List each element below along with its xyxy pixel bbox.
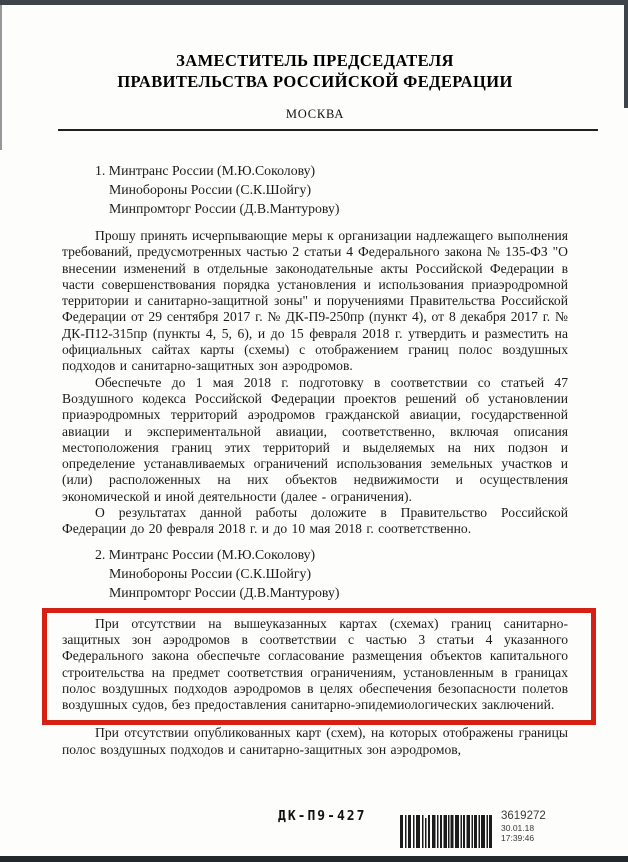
paragraph-report: О результатах данной работы доложите в Правительство Российской Федерации до 20 февраля 2018 г. и до 10 мая 2018 г. соответственно. (62, 505, 568, 537)
addressee-line: 1. Минтранс России (М.Ю.Соколову) (95, 163, 316, 178)
addressee-line: Минпромторг России (Д.В.Мантурову) (109, 584, 340, 600)
paragraph-truncated: При отсутствии опубликованных карт (схем), на которых отображены границы полос воздушных подходов и санитарно-защитных зон аэродромов, (62, 725, 568, 757)
stamp-date: 30.01.18 (501, 823, 535, 833)
stamp-time: 17:39:46 (501, 833, 535, 843)
addressee-line: Минпромторг России (Д.В.Мантурову) (109, 201, 340, 216)
letterhead-divider (58, 129, 598, 131)
highlighted-paragraph: При отсутствии на вышеуказанных картах (схемах) границ санитарно-защитных зон аэродромов в соответствии с частью 3 статьи 4 указанного Федерального закона обеспечьте согласование размещения объектов капитального строительства на предмет соответствия ограничениям, установленным в границах полос воздушных подходов аэродромов в целях обеспечения безопасности полетов воздушных судов, без предоставления санитарно-эпидемиологических заключений. (62, 615, 568, 713)
stamp-number: 3619272 (501, 810, 546, 822)
barcode (400, 815, 492, 848)
addressee-block-2 (95, 545, 568, 602)
letterhead-city: МОСКВА (285, 107, 345, 121)
letterhead-title-line2: ПРАВИТЕЛЬСТВА РОССИЙСКОЙ ФЕДЕРАЦИИ (117, 72, 513, 91)
paragraph-instructions: Прошу принять исчерпывающие меры к организации надлежащего выполнения требований, предусмотренных частью 2 статьи 4 Федерального закона № 135-ФЗ "О внесении изменений в отдельные законодательные акты Российской Федерации в части совершенствования порядка установления и использования приаэродромной территории и санитарно-защитной зоны" и поручениями Правительства Российской Федерации от 29 сентября 2017 г. № ДК-П9-250пр (пункт 4), от 8 декабря 2017 г. № ДК-П12-315пр (пункты 4, 5, 6), и до 15 февраля 2018 г. утвердить и разместить на официальных сайтах карты (схемы) с отображением границ полос воздушных подходов и санитарно-защитных зон аэродромов. (62, 228, 568, 374)
addressee-block-1 (95, 161, 568, 218)
red-highlight-box (42, 608, 596, 726)
addressee-line: 2. Минтранс России (М.Ю.Соколову) (95, 546, 316, 562)
letterhead (62, 50, 568, 121)
letterhead-title-line1: ЗАМЕСТИТЕЛЬ ПРЕДСЕДАТЕЛЯ (176, 51, 454, 70)
document-number: ДК-П9-427 (278, 809, 367, 824)
addressee-line: Минобороны России (С.К.Шойгу) (109, 565, 312, 581)
registration-stamp (501, 810, 546, 843)
addressee-line: Минобороны России (С.К.Шойгу) (109, 182, 312, 197)
paragraph-deadline-may: Обеспечьте до 1 мая 2018 г. подготовку в соответствии со статьей 47 Воздушного кодекса Российской Федерации проектов решений об установлении приаэродромных территорий аэродромов гражданской авиации, государственной авиации и экспериментальной авиации, соответственно, включая описания местоположения границ этих территорий и выделяемых на них подзон и определение устанавливаемых ограничений использования земельных участков и (или) расположенных на них объектов недвижимости и осуществления экономической и иной деятельности (далее - ограничения). (62, 374, 568, 504)
document-footer (0, 800, 628, 862)
